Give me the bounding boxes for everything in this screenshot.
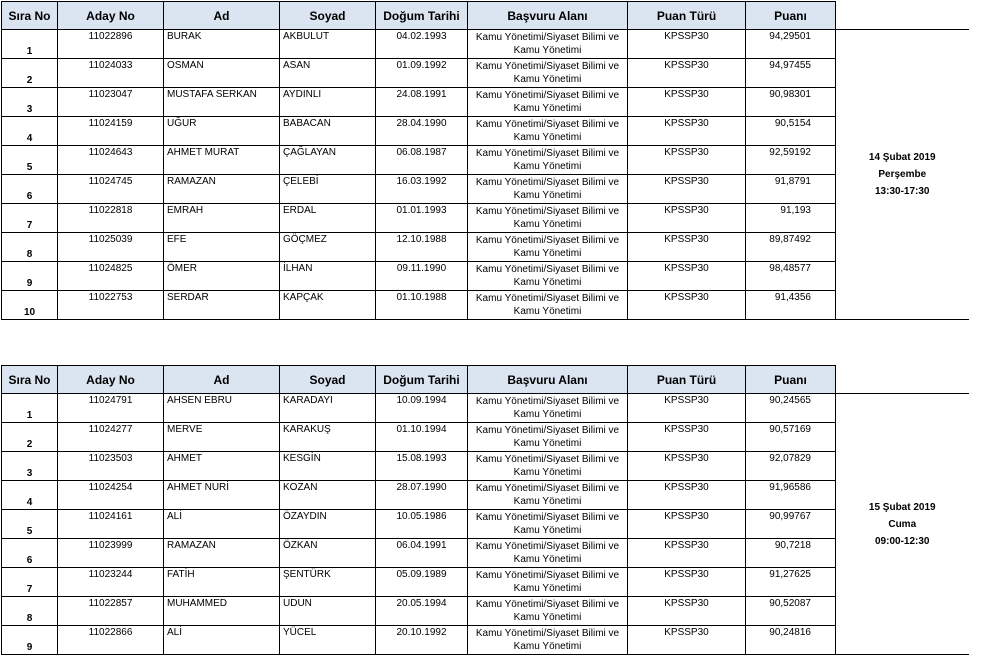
soyad-cell: ÖZAYDIN: [280, 510, 376, 539]
header-sira-no: Sıra No: [2, 2, 58, 30]
ad-cell: EMRAH: [164, 204, 280, 233]
header-blank-cell: [836, 2, 969, 30]
dogum-tarihi-cell: 28.04.1990: [376, 117, 468, 146]
ad-cell: ALİ: [164, 626, 280, 655]
basvuru-alani-cell: Kamu Yönetimi/Siyaset Bilimi ve Kamu Yönetimi: [468, 539, 628, 568]
puani-cell: 91,27625: [746, 568, 836, 597]
dogum-tarihi-cell: 01.10.1994: [376, 423, 468, 452]
header-soyad: Soyad: [280, 2, 376, 30]
puan-turu-cell: KPSSP30: [628, 423, 746, 452]
puani-cell: 90,5154: [746, 117, 836, 146]
soyad-cell: UDUN: [280, 597, 376, 626]
ad-cell: FATİH: [164, 568, 280, 597]
table-row: [2, 30, 969, 59]
puan-turu-cell: KPSSP30: [628, 510, 746, 539]
puani-cell: 91,4356: [746, 291, 836, 320]
ad-cell: MERVE: [164, 423, 280, 452]
ad-cell: OSMAN: [164, 59, 280, 88]
dogum-tarihi-cell: 01.09.1992: [376, 59, 468, 88]
header-sira-no: Sıra No: [2, 366, 58, 394]
ad-cell: BURAK: [164, 30, 280, 59]
puani-cell: 94,29501: [746, 30, 836, 59]
basvuru-alani-cell: Kamu Yönetimi/Siyaset Bilimi ve Kamu Yönetimi: [468, 117, 628, 146]
puani-cell: 91,8791: [746, 175, 836, 204]
table-row: [2, 262, 969, 291]
puan-turu-cell: KPSSP30: [628, 568, 746, 597]
ad-cell: RAMAZAN: [164, 539, 280, 568]
soyad-cell: KAPÇAK: [280, 291, 376, 320]
ad-cell: SERDAR: [164, 291, 280, 320]
table-row: [2, 481, 969, 510]
ad-cell: AHMET: [164, 452, 280, 481]
header-puani: Puanı: [746, 366, 836, 394]
basvuru-alani-cell: Kamu Yönetimi/Siyaset Bilimi ve Kamu Yönetimi: [468, 510, 628, 539]
dogum-tarihi-cell: 12.10.1988: [376, 233, 468, 262]
basvuru-alani-cell: Kamu Yönetimi/Siyaset Bilimi ve Kamu Yönetimi: [468, 597, 628, 626]
header-ad: Ad: [164, 366, 280, 394]
puani-cell: 90,24565: [746, 394, 836, 423]
ad-cell: RAMAZAN: [164, 175, 280, 204]
session-day: Cuma: [888, 518, 917, 530]
aday-no-cell: 11024791: [58, 394, 164, 423]
sira-no-cell: 2: [2, 59, 58, 88]
soyad-cell: KARADAYI: [280, 394, 376, 423]
soyad-cell: GÖÇMEZ: [280, 233, 376, 262]
sira-no-cell: 10: [2, 291, 58, 320]
table-row: [2, 452, 969, 481]
basvuru-alani-cell: Kamu Yönetimi/Siyaset Bilimi ve Kamu Yönetimi: [468, 146, 628, 175]
header-soyad: Soyad: [280, 366, 376, 394]
table-row: [2, 539, 969, 568]
basvuru-alani-cell: Kamu Yönetimi/Siyaset Bilimi ve Kamu Yönetimi: [468, 626, 628, 655]
ad-cell: UĞUR: [164, 117, 280, 146]
basvuru-alani-cell: Kamu Yönetimi/Siyaset Bilimi ve Kamu Yönetimi: [468, 262, 628, 291]
ad-cell: ALİ: [164, 510, 280, 539]
table-row: [2, 175, 969, 204]
puani-cell: 92,07829: [746, 452, 836, 481]
basvuru-alani-cell: Kamu Yönetimi/Siyaset Bilimi ve Kamu Yönetimi: [468, 452, 628, 481]
puan-turu-cell: KPSSP30: [628, 597, 746, 626]
basvuru-alani-cell: Kamu Yönetimi/Siyaset Bilimi ve Kamu Yönetimi: [468, 233, 628, 262]
table-row: [2, 626, 969, 655]
sira-no-cell: 8: [2, 597, 58, 626]
header-basvuru-alani: Başvuru Alanı: [468, 366, 628, 394]
puan-turu-cell: KPSSP30: [628, 59, 746, 88]
aday-no-cell: 11022896: [58, 30, 164, 59]
puani-cell: 90,99767: [746, 510, 836, 539]
ad-cell: AHSEN EBRU: [164, 394, 280, 423]
aday-no-cell: 11024825: [58, 262, 164, 291]
puan-turu-cell: KPSSP30: [628, 626, 746, 655]
puan-turu-cell: KPSSP30: [628, 117, 746, 146]
header-aday-no: Aday No: [58, 366, 164, 394]
aday-no-cell: 11024159: [58, 117, 164, 146]
basvuru-alani-cell: Kamu Yönetimi/Siyaset Bilimi ve Kamu Yönetimi: [468, 291, 628, 320]
ad-cell: MUSTAFA SERKAN: [164, 88, 280, 117]
sira-no-cell: 5: [2, 146, 58, 175]
sira-no-cell: 6: [2, 539, 58, 568]
basvuru-alani-cell: Kamu Yönetimi/Siyaset Bilimi ve Kamu Yönetimi: [468, 59, 628, 88]
ad-cell: ÖMER: [164, 262, 280, 291]
session-time: 09:00-12:30: [875, 535, 930, 547]
header-puan-turu: Puan Türü: [628, 2, 746, 30]
sira-no-cell: 7: [2, 204, 58, 233]
sira-no-cell: 3: [2, 452, 58, 481]
sira-no-cell: 1: [2, 30, 58, 59]
aday-no-cell: 11022818: [58, 204, 164, 233]
ad-cell: AHMET MURAT: [164, 146, 280, 175]
ad-cell: EFE: [164, 233, 280, 262]
table-row: [2, 423, 969, 452]
sira-no-cell: 5: [2, 510, 58, 539]
soyad-cell: AYDINLI: [280, 88, 376, 117]
dogum-tarihi-cell: 28.07.1990: [376, 481, 468, 510]
sira-no-cell: 1: [2, 394, 58, 423]
sira-no-cell: 9: [2, 626, 58, 655]
puan-turu-cell: KPSSP30: [628, 146, 746, 175]
basvuru-alani-cell: Kamu Yönetimi/Siyaset Bilimi ve Kamu Yönetimi: [468, 175, 628, 204]
session-date-cell: [836, 394, 969, 655]
soyad-cell: KESGİN: [280, 452, 376, 481]
sira-no-cell: 7: [2, 568, 58, 597]
soyad-cell: ÖZKAN: [280, 539, 376, 568]
aday-no-cell: 11023244: [58, 568, 164, 597]
soyad-cell: ÇAĞLAYAN: [280, 146, 376, 175]
puani-cell: 90,98301: [746, 88, 836, 117]
ad-cell: AHMET NURİ: [164, 481, 280, 510]
soyad-cell: ÇELEBİ: [280, 175, 376, 204]
sira-no-cell: 9: [2, 262, 58, 291]
table-row: [2, 204, 969, 233]
table-row: [2, 146, 969, 175]
basvuru-alani-cell: Kamu Yönetimi/Siyaset Bilimi ve Kamu Yönetimi: [468, 204, 628, 233]
soyad-cell: ŞENTÜRK: [280, 568, 376, 597]
puan-turu-cell: KPSSP30: [628, 539, 746, 568]
table-row: [2, 568, 969, 597]
dogum-tarihi-cell: 06.08.1987: [376, 146, 468, 175]
soyad-cell: KARAKUŞ: [280, 423, 376, 452]
dogum-tarihi-cell: 15.08.1993: [376, 452, 468, 481]
puani-cell: 91,193: [746, 204, 836, 233]
header-dogum-tarihi: Doğum Tarihi: [376, 366, 468, 394]
dogum-tarihi-cell: 20.05.1994: [376, 597, 468, 626]
exam-schedule-table-1: [1, 1, 969, 320]
header-basvuru-alani: Başvuru Alanı: [468, 2, 628, 30]
aday-no-cell: 11024254: [58, 481, 164, 510]
sira-no-cell: 4: [2, 117, 58, 146]
aday-no-cell: 11022857: [58, 597, 164, 626]
aday-no-cell: 11024643: [58, 146, 164, 175]
soyad-cell: İLHAN: [280, 262, 376, 291]
aday-no-cell: 11022753: [58, 291, 164, 320]
puan-turu-cell: KPSSP30: [628, 88, 746, 117]
aday-no-cell: 11023999: [58, 539, 164, 568]
dogum-tarihi-cell: 24.08.1991: [376, 88, 468, 117]
puani-cell: 89,87492: [746, 233, 836, 262]
session-date: 15 Şubat 2019: [868, 501, 936, 513]
aday-no-cell: 11025039: [58, 233, 164, 262]
puani-cell: 92,59192: [746, 146, 836, 175]
dogum-tarihi-cell: 06.04.1991: [376, 539, 468, 568]
basvuru-alani-cell: Kamu Yönetimi/Siyaset Bilimi ve Kamu Yönetimi: [468, 30, 628, 59]
dogum-tarihi-cell: 20.10.1992: [376, 626, 468, 655]
aday-no-cell: 11024161: [58, 510, 164, 539]
puan-turu-cell: KPSSP30: [628, 481, 746, 510]
puan-turu-cell: KPSSP30: [628, 233, 746, 262]
aday-no-cell: 11023503: [58, 452, 164, 481]
sira-no-cell: 2: [2, 423, 58, 452]
table-row: [2, 291, 969, 320]
puani-cell: 94,97455: [746, 59, 836, 88]
soyad-cell: YÜCEL: [280, 626, 376, 655]
header-puani: Puanı: [746, 2, 836, 30]
session-time: 13:30-17:30: [875, 186, 930, 197]
soyad-cell: BABACAN: [280, 117, 376, 146]
sira-no-cell: 3: [2, 88, 58, 117]
sira-no-cell: 4: [2, 481, 58, 510]
dogum-tarihi-cell: 10.05.1986: [376, 510, 468, 539]
puani-cell: 91,96586: [746, 481, 836, 510]
puan-turu-cell: KPSSP30: [628, 204, 746, 233]
session-date-cell: [836, 30, 969, 320]
dogum-tarihi-cell: 10.09.1994: [376, 394, 468, 423]
table-row: [2, 510, 969, 539]
header-puan-turu: Puan Türü: [628, 366, 746, 394]
puani-cell: 90,57169: [746, 423, 836, 452]
dogum-tarihi-cell: 01.10.1988: [376, 291, 468, 320]
puani-cell: 90,24816: [746, 626, 836, 655]
session-day: Perşembe: [878, 169, 927, 180]
puani-cell: 90,52087: [746, 597, 836, 626]
session-date: 14 Şubat 2019: [868, 152, 936, 163]
puani-cell: 98,48577: [746, 262, 836, 291]
puan-turu-cell: KPSSP30: [628, 30, 746, 59]
aday-no-cell: 11023047: [58, 88, 164, 117]
dogum-tarihi-cell: 04.02.1993: [376, 30, 468, 59]
ad-cell: MUHAMMED: [164, 597, 280, 626]
aday-no-cell: 11024277: [58, 423, 164, 452]
puan-turu-cell: KPSSP30: [628, 262, 746, 291]
basvuru-alani-cell: Kamu Yönetimi/Siyaset Bilimi ve Kamu Yönetimi: [468, 481, 628, 510]
puan-turu-cell: KPSSP30: [628, 452, 746, 481]
table-row: [2, 233, 969, 262]
dogum-tarihi-cell: 05.09.1989: [376, 568, 468, 597]
table-row: [2, 59, 969, 88]
puan-turu-cell: KPSSP30: [628, 291, 746, 320]
dogum-tarihi-cell: 09.11.1990: [376, 262, 468, 291]
header-ad: Ad: [164, 2, 280, 30]
table-row: [2, 117, 969, 146]
table-row: [2, 394, 969, 423]
header-aday-no: Aday No: [58, 2, 164, 30]
header-row: [2, 2, 969, 30]
basvuru-alani-cell: Kamu Yönetimi/Siyaset Bilimi ve Kamu Yönetimi: [468, 394, 628, 423]
aday-no-cell: 11024033: [58, 59, 164, 88]
header-row: [2, 366, 969, 394]
sira-no-cell: 8: [2, 233, 58, 262]
basvuru-alani-cell: Kamu Yönetimi/Siyaset Bilimi ve Kamu Yönetimi: [468, 568, 628, 597]
header-blank-cell: [836, 366, 969, 394]
table-row: [2, 88, 969, 117]
dogum-tarihi-cell: 01.01.1993: [376, 204, 468, 233]
header-dogum-tarihi: Doğum Tarihi: [376, 2, 468, 30]
soyad-cell: ASAN: [280, 59, 376, 88]
puan-turu-cell: KPSSP30: [628, 394, 746, 423]
dogum-tarihi-cell: 16.03.1992: [376, 175, 468, 204]
aday-no-cell: 11024745: [58, 175, 164, 204]
puan-turu-cell: KPSSP30: [628, 175, 746, 204]
exam-schedule-table-2: [1, 365, 969, 655]
aday-no-cell: 11022866: [58, 626, 164, 655]
soyad-cell: ERDAL: [280, 204, 376, 233]
puani-cell: 90,7218: [746, 539, 836, 568]
table-row: [2, 597, 969, 626]
basvuru-alani-cell: Kamu Yönetimi/Siyaset Bilimi ve Kamu Yönetimi: [468, 88, 628, 117]
sira-no-cell: 6: [2, 175, 58, 204]
soyad-cell: AKBULUT: [280, 30, 376, 59]
basvuru-alani-cell: Kamu Yönetimi/Siyaset Bilimi ve Kamu Yönetimi: [468, 423, 628, 452]
soyad-cell: KOZAN: [280, 481, 376, 510]
